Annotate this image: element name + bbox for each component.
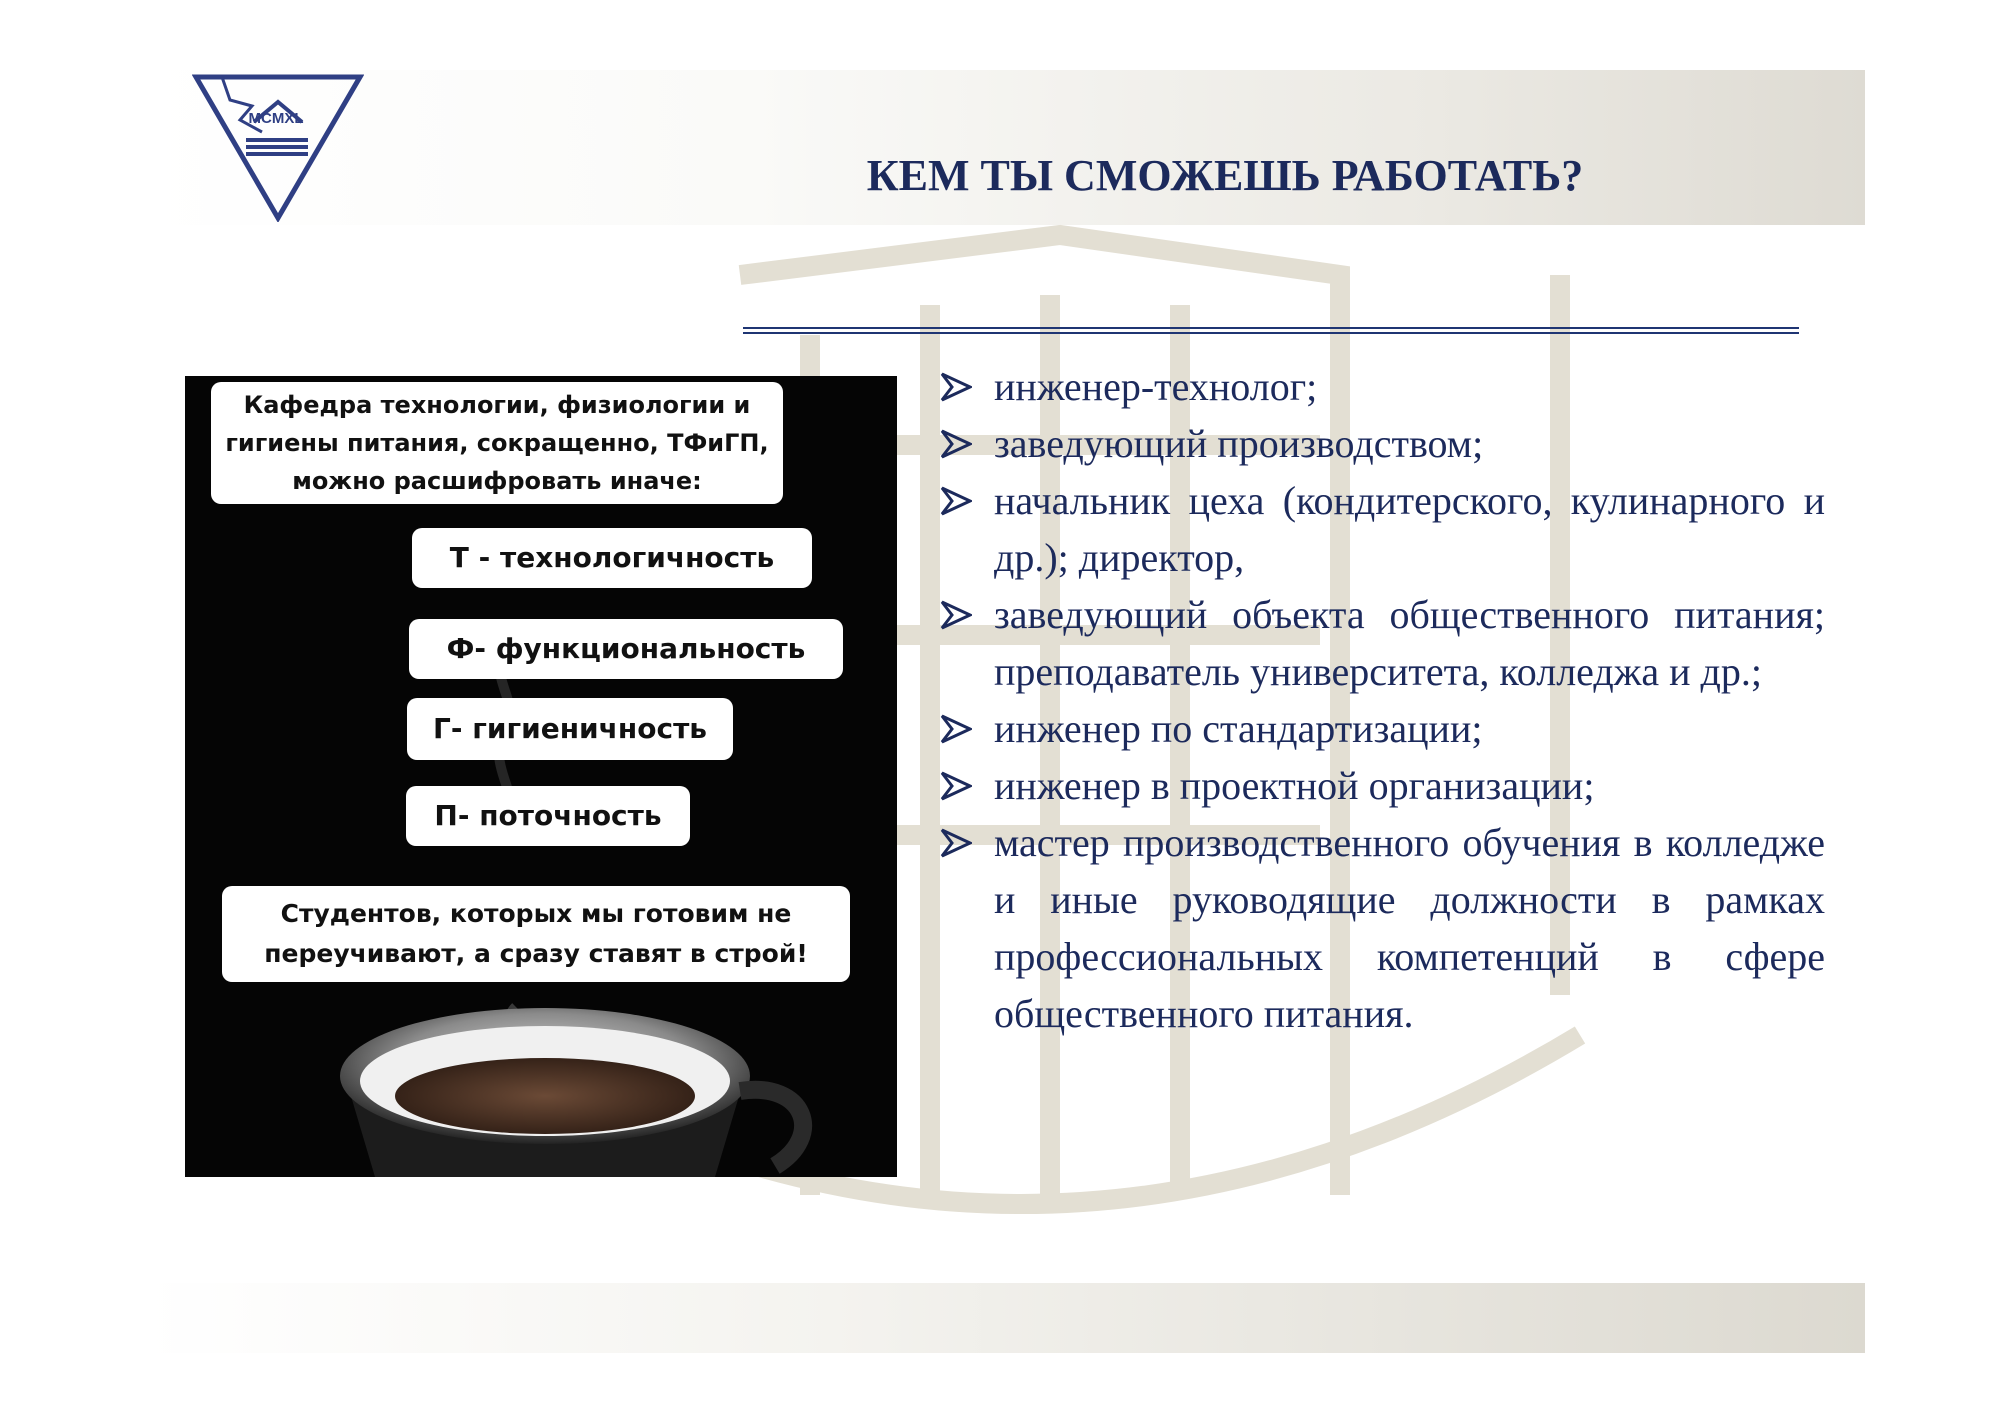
arrow-bullet-icon	[940, 714, 972, 744]
list-item-text: инженер по стандартизации;	[994, 706, 1483, 751]
list-item	[940, 757, 1825, 814]
list-item-text: мастер производственного обучения в колледже и иные руководящие должности в рамках профессиональных компетенций в сфере общественного питания.	[994, 820, 1825, 1036]
list-item	[940, 700, 1825, 757]
intro-badge: Кафедра технологии, физиологии и гигиены питания, сокращенно, ТФиГП, можно расшифровать иначе:	[211, 382, 783, 504]
list-item	[940, 358, 1825, 415]
arrow-bullet-icon	[940, 372, 972, 402]
title-divider	[743, 327, 1799, 334]
logo-text: MCMXL	[248, 110, 304, 127]
letter-badge-t: Т - технологичность	[412, 528, 812, 588]
university-logo-icon	[192, 72, 364, 222]
header-band	[145, 70, 1865, 225]
arrow-bullet-icon	[940, 429, 972, 459]
list-item	[940, 586, 1825, 700]
list-item	[940, 472, 1825, 586]
coffee-image-panel	[185, 376, 897, 1177]
list-item-text: заведующий объекта общественного питания; преподаватель университета, колледжа и др.;	[994, 592, 1825, 694]
list-item	[940, 415, 1825, 472]
list-item-text: инженер в проектной организации;	[994, 763, 1595, 808]
page-title: КЕМ ТЫ СМОЖЕШЬ РАБОТАТЬ?	[866, 151, 1584, 200]
arrow-bullet-icon	[940, 600, 972, 630]
letter-badge-g: Г- гигиеничность	[407, 698, 733, 760]
list-item	[940, 814, 1825, 1042]
footer-band	[145, 1283, 1865, 1353]
outro-badge: Студентов, которых мы готовим не переучивают, а сразу ставят в строй!	[222, 886, 850, 982]
career-list	[940, 358, 1825, 1042]
list-item-text: начальник цеха (кондитерского, кулинарного и др.); директор,	[994, 478, 1825, 580]
arrow-bullet-icon	[940, 771, 972, 801]
arrow-bullet-icon	[940, 486, 972, 516]
list-item-text: инженер-технолог;	[994, 364, 1318, 409]
list-item-text: заведующий производством;	[994, 421, 1484, 466]
letter-badge-f: Ф- функциональность	[409, 619, 843, 679]
letter-badge-p: П- поточность	[406, 786, 690, 846]
arrow-bullet-icon	[940, 828, 972, 858]
